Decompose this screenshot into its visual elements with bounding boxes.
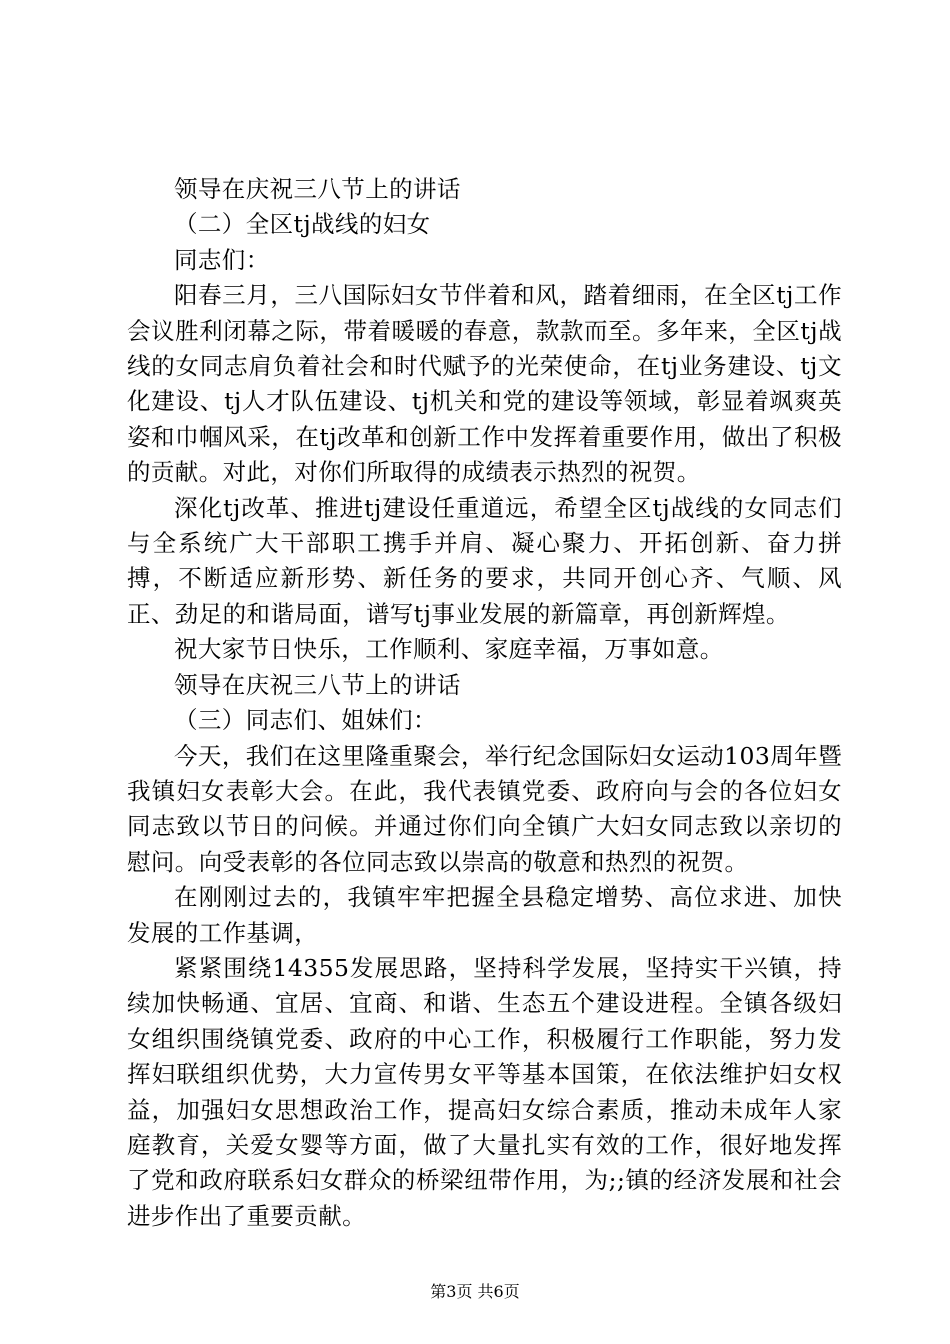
- paragraph-section-3: （三）同志们、姐妹们：: [174, 706, 437, 735]
- paragraph-body: 祝大家节日快乐，工作顺利、家庭幸福，万事如意。: [174, 635, 724, 664]
- page-number-footer: 第3页 共6页: [430, 1282, 520, 1301]
- paragraph-section-2: （二）全区tj战线的妇女: [174, 210, 431, 239]
- paragraph-body: 阳春三月，三八国际妇女节伴着和风，踏着细雨，在全区tj工作会议胜利闭幕之际，带着暖暖的春意，款款而至。多年来，全区tj战线的女同志肩负着社会和时代赋予的光荣使命，在tj业务建设、tj文化建设、tj人才队伍建设、tj机关和党的建设等领域，彰显着飒爽英姿和巾帼风采，在tj改革和创新工作中发挥着重要作用，做出了积极的贡献。对此，对你们所取得的成绩表示热烈的祝贺。: [127, 281, 842, 487]
- paragraph-body: 紧紧围绕14355发展思路，坚持科学发展，坚持实干兴镇，持续加快畅通、宜居、宜商、和谐、生态五个建设进程。全镇各级妇女组织围绕镇党委、政府的中心工作，积极履行工作职能，努力发挥妇联组织优势，大力宣传男女平等基本国策，在依法维护妇女权益，加强妇女思想政治工作，提高妇女综合素质，推动未成年人家庭教育，关爱女婴等方面，做了大量扎实有效的工作，很好地发挥了党和政府联系妇女群众的桥梁纽带作用，为;;镇的经济发展和社会进步作出了重要贡献。: [127, 953, 842, 1230]
- paragraph-salutation-1: 同志们：: [174, 245, 270, 274]
- paragraph-body: 深化tj改革、推进tj建设任重道远，希望全区tj战线的女同志们与全系统广大干部职工携手并肩、凝心聚力、开拓创新、奋力拼搏，不断适应新形势、新任务的要求，共同开创心齐、气顺、风正、劲足的和谐局面，谱写tj事业发展的新篇章，再创新辉煌。: [127, 493, 842, 628]
- paragraph-body: 在刚刚过去的，我镇牢牢把握全县稳定增势、高位求进、加快发展的工作基调，: [127, 883, 842, 947]
- paragraph-title-1: 领导在庆祝三八节上的讲话: [174, 175, 461, 203]
- document-body: [127, 172, 842, 1234]
- paragraph-title-2: 领导在庆祝三八节上的讲话: [174, 670, 461, 699]
- paragraph-body: 今天，我们在这里隆重聚会，举行纪念国际妇女运动103周年暨我镇妇女表彰大会。在此，我代表镇党委、政府向与会的各位妇女同志致以节日的问候。并通过你们向全镇广大妇女同志致以亲切的慰问。向受表彰的各位同志致以崇高的敬意和热烈的祝贺。: [127, 741, 842, 876]
